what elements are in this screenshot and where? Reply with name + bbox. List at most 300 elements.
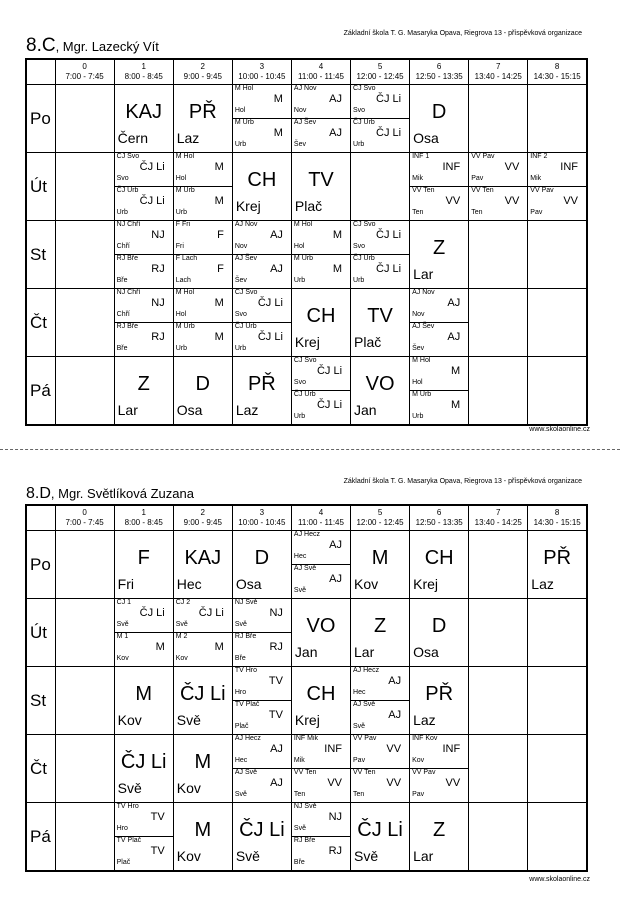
lesson-group [233,85,291,118]
room: Krej [294,712,320,728]
day-name: St [26,221,55,289]
lesson-cell [528,667,587,735]
lesson-cell [173,667,232,735]
lesson-cell [232,803,291,872]
period-time: 8:00 - 8:45 [124,518,163,527]
group-name: ČJ Urb [234,323,257,330]
room: Svo [353,107,366,114]
lesson-cell [469,803,528,872]
group-name: AJ Svě [353,701,376,708]
subject: AJ [270,743,283,755]
corner-cell [26,505,55,531]
lesson-full [233,803,291,870]
group-name: AJ Šev [234,255,258,262]
lesson-cell [351,153,410,221]
period-header [55,59,114,85]
lesson-cell [410,531,469,599]
lesson-group [174,153,232,186]
room: Hec [176,576,202,592]
lesson-cell [55,153,114,221]
period-header [173,59,232,85]
class-name: 8.C [26,35,56,56]
room: Lar [117,402,138,418]
period-time: 13:40 - 14:25 [474,72,522,81]
room: Krej [294,334,320,350]
subject: NJ [151,229,165,241]
timetable-8c [0,22,620,442]
room: Svě [117,780,142,796]
subject: ČJ Li [120,751,167,773]
lesson-group [351,700,409,734]
group-name: M Urb [234,119,254,126]
group-name: ČJ Svo [353,221,376,228]
lesson-cell [173,153,232,221]
lesson-full [410,221,468,288]
lesson-cell [173,85,232,153]
lesson-cell [114,357,173,426]
subject: VV [445,777,461,789]
period-number: 5 [377,62,383,71]
lesson-cell [351,735,410,803]
lesson-group [351,254,409,288]
lesson-group [115,632,173,666]
room: Svě [234,791,247,798]
subject: KAJ [184,547,222,569]
group-name: VV Pav [530,187,554,194]
subject: INF [560,161,578,173]
class-title [26,35,159,57]
lesson-cell [173,735,232,803]
lesson-cell [232,531,291,599]
room: Plač [116,859,131,866]
lesson-group [233,735,291,768]
lesson-cell [351,667,410,735]
subject: RJ [151,331,165,343]
subject: VV [504,195,520,207]
room: Plač [294,198,323,214]
day-row [26,531,587,599]
group-name: F Fri [175,221,191,228]
lesson-cell [291,357,350,426]
group-name: M Urb [293,255,313,262]
header-row [26,59,587,85]
subject: AJ [447,297,461,309]
group-name: INF Mik [293,735,319,742]
room: Hol [175,175,187,182]
group-name: INF 2 [530,153,548,160]
group-name: INF Kov [412,735,438,742]
room: Ten [412,209,424,216]
school-name: Základní škola T. G. Masaryka Opava, Riegrova 13 - příspěvková organizace [343,478,582,485]
lesson-group [410,186,468,220]
lesson-full [410,803,468,870]
room: Laz [235,402,259,418]
lesson-cell [114,85,173,153]
group-name: VV Pav [471,153,495,160]
day-row [26,735,587,803]
period-number: 0 [82,62,87,71]
period-time: 10:00 - 10:45 [238,518,286,527]
lesson-cell [55,531,114,599]
period-header [55,505,114,531]
room: Šev [293,141,306,148]
lesson-cell [114,803,173,872]
subject: ČJ Li [179,683,226,705]
subject: M [214,195,224,207]
day-row [26,357,587,426]
subject: TV [308,169,334,191]
subject: VV [445,195,461,207]
lesson-cell [232,153,291,221]
lesson-cell [232,289,291,357]
lesson-cell [469,153,528,221]
subject: AJ [447,331,461,343]
subject: NJ [328,811,343,823]
lesson-cell [291,599,350,667]
subject: PŘ [543,547,572,569]
group-name: RJ Bře [293,837,316,844]
lesson-cell [291,153,350,221]
group-name: VV Ten [353,769,376,776]
lesson-group [174,632,232,666]
period-number: 1 [141,62,146,71]
lesson-group [233,768,291,802]
subject: ČJ Li [376,93,402,105]
room: Pav [412,791,425,798]
room: Jan [294,644,318,660]
group-name: ČJ Svo [353,85,376,92]
period-time: 12:00 - 12:45 [356,518,404,527]
lesson-group [115,599,173,632]
subject: VV [386,743,402,755]
lesson-group [292,390,350,424]
lesson-cell [469,85,528,153]
lesson-cell [528,531,587,599]
lesson-full [174,803,232,870]
lesson-group [469,153,527,186]
room: Hec [234,757,248,764]
room: Ten [353,791,365,798]
group-name: ČJ Urb [293,391,316,398]
group-name: AJ Nov [234,221,258,228]
group-name: M Hol [175,153,195,160]
lesson-group [410,289,468,322]
room: Urb [353,141,365,148]
lesson-full [292,667,350,734]
lesson-full [174,735,232,802]
room: Urb [175,345,188,352]
lesson-cell [173,221,232,289]
room: Hec [293,553,307,560]
lesson-group [115,186,173,220]
lesson-full [292,153,350,220]
period-header [410,59,469,85]
room: Hol [175,311,187,318]
room: Urb [412,413,424,420]
subject: AJ [270,777,283,789]
subject: M [214,297,224,309]
header-row [26,505,587,531]
lesson-cell [114,531,173,599]
lesson-group [233,667,291,700]
subject: NJ [269,607,283,619]
day-row [26,153,587,221]
room: Svě [235,848,260,864]
room: Svo [116,175,129,182]
room: Svě [293,587,306,594]
period-header [351,59,410,85]
period-header [173,505,232,531]
subject: RJ [269,641,283,653]
group-name: ČJ Urb [353,255,375,262]
subject: D [254,547,270,569]
lesson-cell [55,85,114,153]
subject: ČJ Li [139,161,165,173]
room: Svě [116,621,129,628]
room: Šev [412,345,425,352]
lesson-group [410,390,468,424]
room: Kov [175,655,188,662]
lesson-cell [351,599,410,667]
lesson-cell [410,357,469,426]
room: Svo [353,243,366,250]
subject: CH [424,547,454,569]
room: Hol [412,379,423,386]
room: Kov [116,655,129,662]
subject: AJ [329,127,343,139]
lesson-group [233,221,291,254]
period-header [114,505,173,531]
period-header [291,505,350,531]
lesson-group [410,322,468,356]
period-time: 11:00 - 11:45 [297,72,344,81]
room: Lar [413,266,434,282]
group-name: ČJ 2 [175,599,191,606]
room: Svě [293,825,306,832]
lesson-group [351,118,409,152]
subject: AJ [329,539,343,551]
lesson-full [410,599,468,666]
page-separator [0,449,620,450]
subject: CH [306,683,336,705]
day-name: Čt [26,735,55,803]
group-name: ČJ Urb [116,187,139,194]
group-name: VV Pav [412,769,436,776]
subject: AJ [329,93,343,105]
lesson-cell [114,289,173,357]
group-name: NJ Chří [116,221,141,228]
subject: KAJ [125,101,163,123]
subject: M [214,331,224,343]
lesson-cell [469,221,528,289]
period-header [469,505,528,531]
room: Kov [176,780,201,796]
lesson-cell [232,357,291,426]
subject: AJ [388,709,402,721]
lesson-cell [114,599,173,667]
room: Urb [116,209,128,216]
group-name: AJ Svě [293,565,317,572]
subject: AJ [270,263,283,275]
lesson-full [115,735,173,802]
lesson-cell [291,735,350,803]
lesson-group [351,768,409,802]
room: Bře [234,655,246,662]
subject: M [332,229,343,241]
day-name: Čt [26,289,55,357]
room: Kov [412,757,425,764]
subject: Z [433,237,446,259]
period-time: 9:00 - 9:45 [183,518,222,527]
room: Svě [234,621,247,628]
lesson-full [351,599,409,666]
lesson-group [174,599,232,632]
subject: ČJ Li [316,399,343,411]
group-name: AJ Nov [293,85,317,92]
room: Bře [293,859,305,866]
group-name: M Hol [293,221,313,228]
lesson-full [410,85,468,152]
group-name: VV Ten [471,187,494,194]
lesson-group [115,836,173,870]
subject: M [371,547,389,569]
schedule-grid [25,504,588,872]
group-name: ČJ 1 [116,599,132,606]
room: Kov [176,848,201,864]
day-row [26,803,587,872]
lesson-cell [528,153,587,221]
day-name: Pá [26,803,55,872]
subject: NJ [151,297,165,309]
period-header [469,59,528,85]
day-name: St [26,667,55,735]
group-name: ČJ Svo [116,153,140,160]
lesson-group [115,322,173,356]
period-time: 11:00 - 11:45 [297,518,344,527]
class-teacher: , Mgr. Světlíková Zuzana [50,486,194,501]
room: Plač [354,334,382,350]
subject: ČJ Li [239,819,285,841]
period-number: 8 [554,508,560,517]
subject: Z [137,373,150,395]
room: Lar [413,848,434,864]
room: Šev [234,277,247,284]
lesson-cell [351,803,410,872]
lesson-cell [55,735,114,803]
group-name: AJ Nov [412,289,435,296]
day-name: Po [26,531,55,599]
lesson-cell [173,599,232,667]
group-name: M Hol [412,357,431,364]
lesson-cell [55,599,114,667]
subject: PŘ [247,373,276,395]
group-name: TV Hro [234,667,257,674]
subject: CH [247,169,277,191]
group-name: VV Ten [412,187,435,194]
group-name: M Hol [175,289,195,296]
room: Urb [293,413,306,420]
subject: Z [433,819,446,841]
lesson-group [292,357,350,390]
subject: ČJ Li [257,331,283,343]
lesson-group [233,632,291,666]
group-name: M Hol [234,85,254,92]
lesson-group [115,221,173,254]
lesson-group [292,564,350,598]
room: Hol [234,107,246,114]
group-name: TV Hro [116,803,139,810]
lesson-cell [528,221,587,289]
subject: VV [504,161,520,173]
period-number: 4 [318,508,324,517]
subject: ČJ Li [357,819,403,841]
lesson-group [233,700,291,734]
subject: F [217,263,224,275]
timetable-8d [0,470,620,890]
room: Nov [293,107,307,114]
subject: TV [268,675,283,687]
lesson-cell [410,85,469,153]
lesson-cell [528,735,587,803]
lesson-cell [469,667,528,735]
lesson-cell [291,221,350,289]
subject: ČJ Li [376,127,402,139]
group-name: VV Pav [353,735,377,742]
lesson-group [410,735,468,768]
room: Laz [531,576,554,592]
period-time: 10:00 - 10:45 [238,72,286,81]
lesson-cell [528,803,587,872]
subject: ČJ Li [139,195,165,207]
lesson-group [233,118,291,152]
period-time: 8:00 - 8:45 [124,72,163,81]
lesson-cell [410,667,469,735]
lesson-group [351,667,409,700]
room: Pav [530,209,543,216]
subject: INF [324,743,343,755]
room: Urb [293,277,306,284]
lesson-cell [291,289,350,357]
room: Osa [176,402,203,418]
group-name: NJ Svě [234,599,258,606]
lesson-group [174,254,232,288]
day-row [26,221,587,289]
lesson-full [351,357,409,424]
lesson-cell [55,667,114,735]
corner-cell [26,59,55,85]
class-teacher: , Mgr. Lazecký Vít [55,39,159,54]
group-name: M Urb [175,323,195,330]
lesson-full [410,531,468,598]
subject: F [217,229,224,241]
subject: VO [365,373,395,395]
lesson-group [410,153,468,186]
room: Pav [353,757,366,764]
group-name: M Urb [175,187,195,194]
room: Nov [234,243,248,250]
period-number: 5 [377,508,383,517]
lesson-cell [351,289,410,357]
lesson-cell [291,531,350,599]
group-name: M 2 [175,633,188,640]
room: Lach [175,277,191,284]
room: Hro [116,825,128,832]
subject: M [194,819,212,841]
day-name: Po [26,85,55,153]
room: Osa [413,644,439,660]
room: Fri [175,243,184,250]
subject: ČJ Li [376,263,402,275]
